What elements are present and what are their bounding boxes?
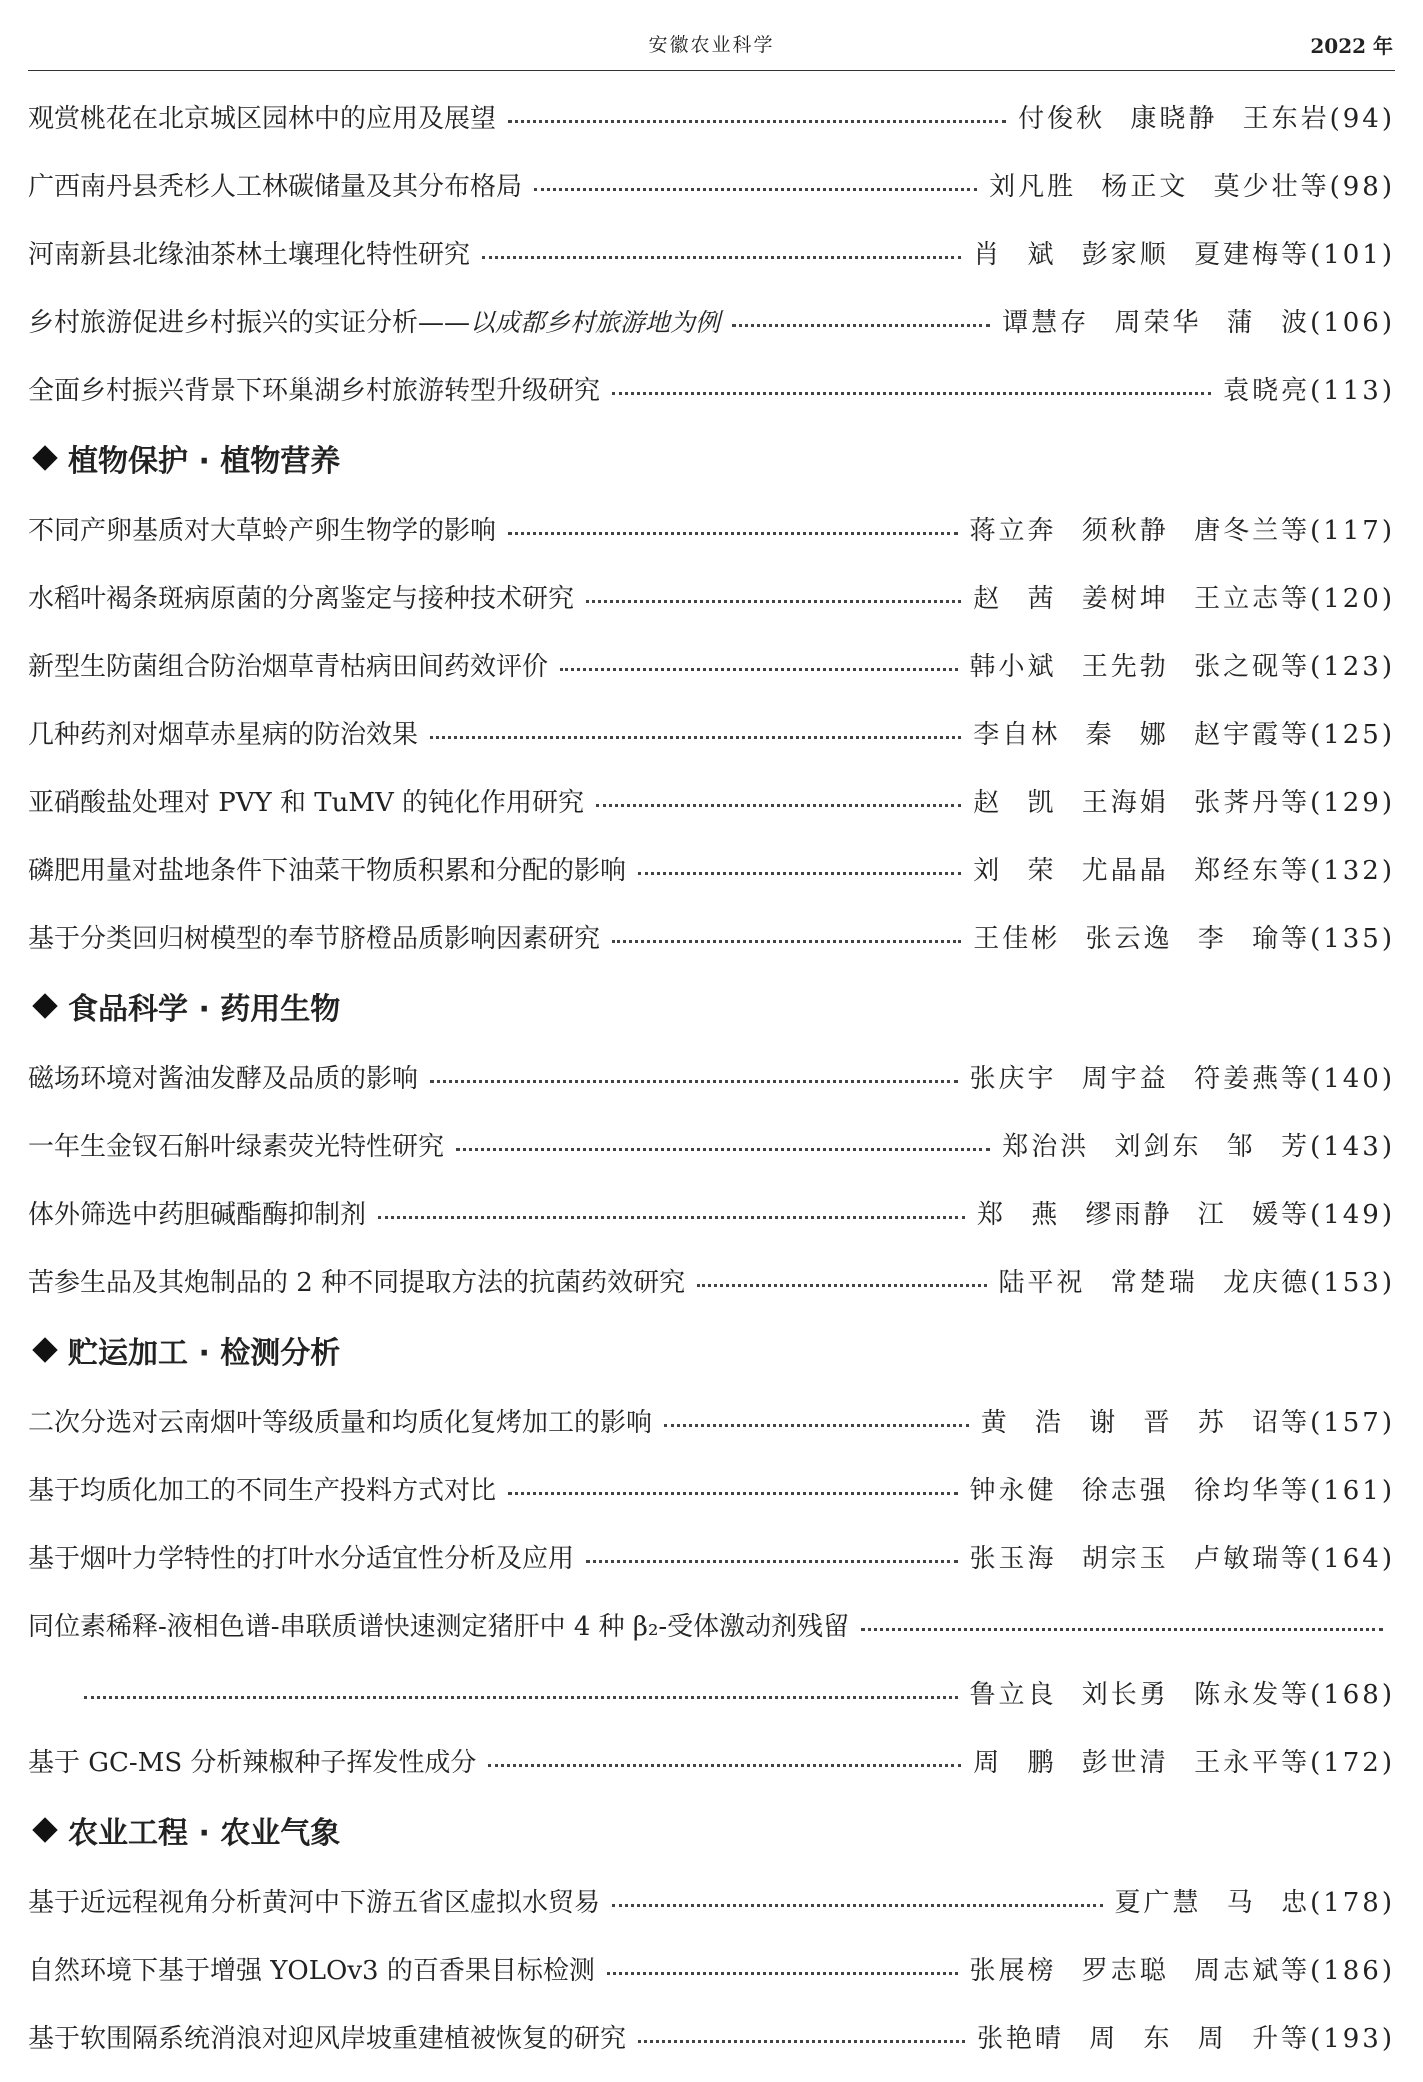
section-heading-storage: 贮运加工 · 检测分析	[28, 1314, 1395, 1386]
section-heading-engineering: 农业工程 · 农业气象	[28, 1794, 1395, 1866]
diamond-bullet-icon	[32, 1337, 57, 1362]
toc-entry-continuation[interactable]: 鲁立良 刘长勇 陈永发等(168)	[28, 1658, 1395, 1726]
toc-entry[interactable]: 基于分类回归树模型的奉节脐橙品质影响因素研究 王佳彬 张云逸 李 瑜等(135)	[28, 923, 1395, 954]
toc-entry[interactable]: 亚硝酸盐处理对 PVY 和 TuMV 的钝化作用研究 赵 凯 王海娟 张荠丹等(129)	[28, 787, 1395, 818]
toc-entry[interactable]: 磁场环境对酱油发酵及品质的影响 张庆宇 周宇益 符姜燕等(140)	[28, 1063, 1395, 1094]
toc-entry[interactable]: 基于 GC-MS 分析辣椒种子挥发性成分 周 鹏 彭世清 王永平等(172)	[28, 1747, 1395, 1778]
toc-entry[interactable]: 苦参生品及其炮制品的 2 种不同提取方法的抗菌药效研究 陆平祝 常楚瑞 龙庆德(153)	[28, 1267, 1395, 1298]
diamond-bullet-icon	[32, 1817, 57, 1842]
toc-entry[interactable]: 广西南丹县秃杉人工林碳储量及其分布格局 刘凡胜 杨正文 莫少壮等(98)	[28, 171, 1395, 202]
toc-entry[interactable]: 磷肥用量对盐地条件下油菜干物质积累和分配的影响 刘 荣 尤晶晶 郑经东等(132)	[28, 855, 1395, 886]
toc-entry[interactable]: 乡村旅游促进乡村振兴的实证分析——以成都乡村旅游地为例 谭慧存 周荣华 蒲 波(106)	[28, 307, 1395, 338]
toc-entry-multiline[interactable]: 同位素稀释-液相色谱-串联质谱快速测定猪肝中 4 种 β₂-受体激动剂残留	[28, 1590, 1395, 1658]
toc-entry[interactable]: 二次分选对云南烟叶等级质量和均质化复烤加工的影响 黄 浩 谢 晋 苏 诏等(157)	[28, 1407, 1395, 1438]
toc-entry[interactable]: 观赏桃花在北京城区园林中的应用及展望 付俊秋 康晓静 王东岩(94)	[28, 103, 1395, 134]
diamond-bullet-icon	[32, 993, 57, 1018]
toc-entry[interactable]: 体外筛选中药胆碱酯酶抑制剂 郑 燕 缪雨静 江 媛等(149)	[28, 1199, 1395, 1230]
toc-entry[interactable]: 基于软围隔系统消浪对迎风岸坡重建植被恢复的研究 张艳晴 周 东 周 升等(193)	[28, 2023, 1395, 2054]
journal-name: 安徽农业科学	[648, 34, 775, 56]
toc-entry[interactable]: 河南新县北缘油茶林土壤理化特性研究 肖 斌 彭家顺 夏建梅等(101)	[28, 239, 1395, 270]
toc-entry[interactable]: 基于近远程视角分析黄河中下游五省区虚拟水贸易 夏广慧 马 忠(178)	[28, 1887, 1395, 1918]
running-header	[28, 26, 1395, 71]
toc-entry[interactable]: 自然环境下基于增强 YOLOv3 的百香果目标检测 张展榜 罗志聪 周志斌等(186)	[28, 1955, 1395, 1986]
issue-year: 2022 年	[1310, 34, 1393, 58]
section-heading-food: 食品科学 · 药用生物	[28, 970, 1395, 1042]
toc-entry[interactable]: 水稻叶褐条斑病原菌的分离鉴定与接种技术研究 赵 茜 姜树坤 王立志等(120)	[28, 583, 1395, 614]
section-heading-plant: 植物保护 · 植物营养	[28, 422, 1395, 494]
toc-entry[interactable]: 基于均质化加工的不同生产投料方式对比 钟永健 徐志强 徐均华等(161)	[28, 1475, 1395, 1506]
toc-entry[interactable]: 几种药剂对烟草赤星病的防治效果 李自林 秦 娜 赵宇霞等(125)	[28, 719, 1395, 750]
toc-entry[interactable]: 一年生金钗石斛叶绿素荧光特性研究 郑治洪 刘剑东 邹 芳(143)	[28, 1131, 1395, 1162]
toc-entry[interactable]: 基于烟叶力学特性的打叶水分适宜性分析及应用 张玉海 胡宗玉 卢敏瑞等(164)	[28, 1543, 1395, 1574]
toc-entry[interactable]: 全面乡村振兴背景下环巢湖乡村旅游转型升级研究 袁晓亮(113)	[28, 375, 1395, 406]
diamond-bullet-icon	[32, 445, 57, 470]
table-of-contents	[28, 82, 1395, 2070]
toc-entry[interactable]: 不同产卵基质对大草蛉产卵生物学的影响 蒋立奔 须秋静 唐冬兰等(117)	[28, 515, 1395, 546]
toc-entry[interactable]: 新型生防菌组合防治烟草青枯病田间药效评价 韩小斌 王先勃 张之砚等(123)	[28, 651, 1395, 682]
